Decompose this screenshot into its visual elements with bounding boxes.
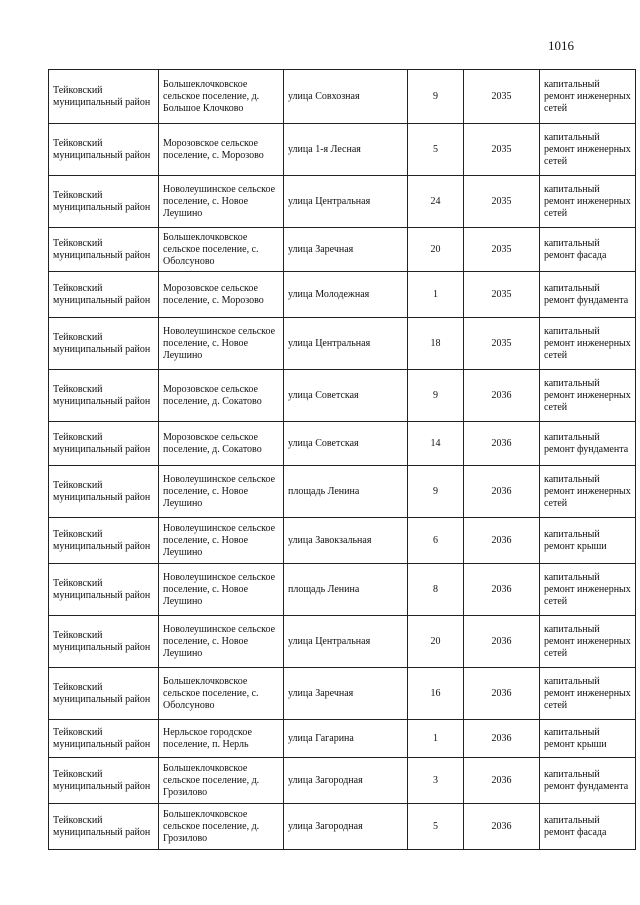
district-cell: Тейковский муниципальный район — [49, 720, 159, 758]
district-cell: Тейковский муниципальный район — [49, 370, 159, 422]
house-number-cell: 14 — [408, 422, 464, 466]
settlement-cell: Новолеушинское сельское поселение, с. Новое Леушино — [159, 518, 284, 564]
street-cell: улица Заречная — [284, 228, 408, 272]
table-row — [49, 804, 636, 850]
street-cell: улица Гагарина — [284, 720, 408, 758]
year-cell: 2035 — [464, 70, 540, 124]
table-row — [49, 272, 636, 318]
house-number-cell: 5 — [408, 804, 464, 850]
table-row — [49, 758, 636, 804]
year-cell: 2036 — [464, 564, 540, 616]
work-type-cell: капитальный ремонт инженерных сетей — [540, 124, 636, 176]
district-cell: Тейковский муниципальный район — [49, 466, 159, 518]
street-cell: площадь Ленина — [284, 466, 408, 518]
year-cell: 2036 — [464, 758, 540, 804]
district-cell: Тейковский муниципальный район — [49, 518, 159, 564]
street-cell: улица Загородная — [284, 804, 408, 850]
year-cell: 2035 — [464, 228, 540, 272]
house-number-cell: 20 — [408, 228, 464, 272]
table-row — [49, 124, 636, 176]
settlement-cell: Большеклочковское сельское поселение, с. Оболсуново — [159, 228, 284, 272]
house-number-cell: 9 — [408, 370, 464, 422]
work-type-cell: капитальный ремонт инженерных сетей — [540, 70, 636, 124]
table-row — [49, 318, 636, 370]
house-number-cell: 24 — [408, 176, 464, 228]
district-cell: Тейковский муниципальный район — [49, 616, 159, 668]
work-type-cell: капитальный ремонт инженерных сетей — [540, 176, 636, 228]
table-row — [49, 370, 636, 422]
house-number-cell: 18 — [408, 318, 464, 370]
district-cell: Тейковский муниципальный район — [49, 124, 159, 176]
work-type-cell: капитальный ремонт фундамента — [540, 272, 636, 318]
house-number-cell: 8 — [408, 564, 464, 616]
table-row — [49, 70, 636, 124]
house-number-cell: 9 — [408, 466, 464, 518]
table-row — [49, 228, 636, 272]
district-cell: Тейковский муниципальный район — [49, 564, 159, 616]
street-cell: улица Центральная — [284, 318, 408, 370]
district-cell: Тейковский муниципальный район — [49, 70, 159, 124]
district-cell: Тейковский муниципальный район — [49, 228, 159, 272]
work-type-cell: капитальный ремонт фасада — [540, 228, 636, 272]
year-cell: 2035 — [464, 318, 540, 370]
table-row — [49, 518, 636, 564]
year-cell: 2036 — [464, 370, 540, 422]
house-number-cell: 6 — [408, 518, 464, 564]
year-cell: 2035 — [464, 176, 540, 228]
house-number-cell: 9 — [408, 70, 464, 124]
settlement-cell: Морозовское сельское поселение, д. Сокатово — [159, 370, 284, 422]
work-type-cell: капитальный ремонт фундамента — [540, 422, 636, 466]
work-type-cell: капитальный ремонт фасада — [540, 804, 636, 850]
district-cell: Тейковский муниципальный район — [49, 804, 159, 850]
street-cell: улица 1-я Лесная — [284, 124, 408, 176]
street-cell: улица Центральная — [284, 176, 408, 228]
district-cell: Тейковский муниципальный район — [49, 272, 159, 318]
settlement-cell: Нерльское городское поселение, п. Нерль — [159, 720, 284, 758]
district-cell: Тейковский муниципальный район — [49, 758, 159, 804]
street-cell: улица Советская — [284, 370, 408, 422]
year-cell: 2035 — [464, 124, 540, 176]
work-type-cell: капитальный ремонт инженерных сетей — [540, 616, 636, 668]
work-type-cell: капитальный ремонт инженерных сетей — [540, 370, 636, 422]
page-number: 1016 — [548, 38, 574, 53]
work-type-cell: капитальный ремонт инженерных сетей — [540, 466, 636, 518]
street-cell: улица Центральная — [284, 616, 408, 668]
house-number-cell: 1 — [408, 272, 464, 318]
registry-table — [48, 69, 636, 850]
settlement-cell: Большеклочковское сельское поселение, д. Грозилово — [159, 758, 284, 804]
settlement-cell: Морозовское сельское поселение, д. Сокатово — [159, 422, 284, 466]
year-cell: 2036 — [464, 804, 540, 850]
table-row — [49, 668, 636, 720]
house-number-cell: 16 — [408, 668, 464, 720]
settlement-cell: Морозовское сельское поселение, с. Морозово — [159, 272, 284, 318]
settlement-cell: Новолеушинское сельское поселение, с. Новое Леушино — [159, 616, 284, 668]
settlement-cell: Новолеушинское сельское поселение, с. Новое Леушино — [159, 466, 284, 518]
work-type-cell: капитальный ремонт инженерных сетей — [540, 668, 636, 720]
settlement-cell: Новолеушинское сельское поселение, с. Новое Леушино — [159, 176, 284, 228]
table-row — [49, 466, 636, 518]
table-row — [49, 176, 636, 228]
street-cell: улица Заречная — [284, 668, 408, 720]
settlement-cell: Морозовское сельское поселение, с. Морозово — [159, 124, 284, 176]
work-type-cell: капитальный ремонт крыши — [540, 518, 636, 564]
street-cell: улица Советская — [284, 422, 408, 466]
street-cell: улица Загородная — [284, 758, 408, 804]
settlement-cell: Большеклочковское сельское поселение, д. Большое Клочково — [159, 70, 284, 124]
house-number-cell: 5 — [408, 124, 464, 176]
district-cell: Тейковский муниципальный район — [49, 422, 159, 466]
table-row — [49, 720, 636, 758]
house-number-cell: 3 — [408, 758, 464, 804]
settlement-cell: Большеклочковское сельское поселение, д. Грозилово — [159, 804, 284, 850]
district-cell: Тейковский муниципальный район — [49, 318, 159, 370]
year-cell: 2036 — [464, 616, 540, 668]
house-number-cell: 20 — [408, 616, 464, 668]
year-cell: 2036 — [464, 422, 540, 466]
settlement-cell: Новолеушинское сельское поселение, с. Новое Леушино — [159, 564, 284, 616]
work-type-cell: капитальный ремонт крыши — [540, 720, 636, 758]
year-cell: 2036 — [464, 466, 540, 518]
year-cell: 2036 — [464, 720, 540, 758]
district-cell: Тейковский муниципальный район — [49, 176, 159, 228]
table-row — [49, 616, 636, 668]
settlement-cell: Новолеушинское сельское поселение, с. Новое Леушино — [159, 318, 284, 370]
year-cell: 2036 — [464, 518, 540, 564]
settlement-cell: Большеклочковское сельское поселение, с. Оболсуново — [159, 668, 284, 720]
district-cell: Тейковский муниципальный район — [49, 668, 159, 720]
street-cell: улица Молодежная — [284, 272, 408, 318]
street-cell: улица Совхозная — [284, 70, 408, 124]
year-cell: 2036 — [464, 668, 540, 720]
table-row — [49, 422, 636, 466]
street-cell: улица Завокзальная — [284, 518, 408, 564]
street-cell: площадь Ленина — [284, 564, 408, 616]
work-type-cell: капитальный ремонт инженерных сетей — [540, 564, 636, 616]
table-row — [49, 564, 636, 616]
table-body — [49, 70, 636, 850]
work-type-cell: капитальный ремонт инженерных сетей — [540, 318, 636, 370]
house-number-cell: 1 — [408, 720, 464, 758]
year-cell: 2035 — [464, 272, 540, 318]
work-type-cell: капитальный ремонт фундамента — [540, 758, 636, 804]
